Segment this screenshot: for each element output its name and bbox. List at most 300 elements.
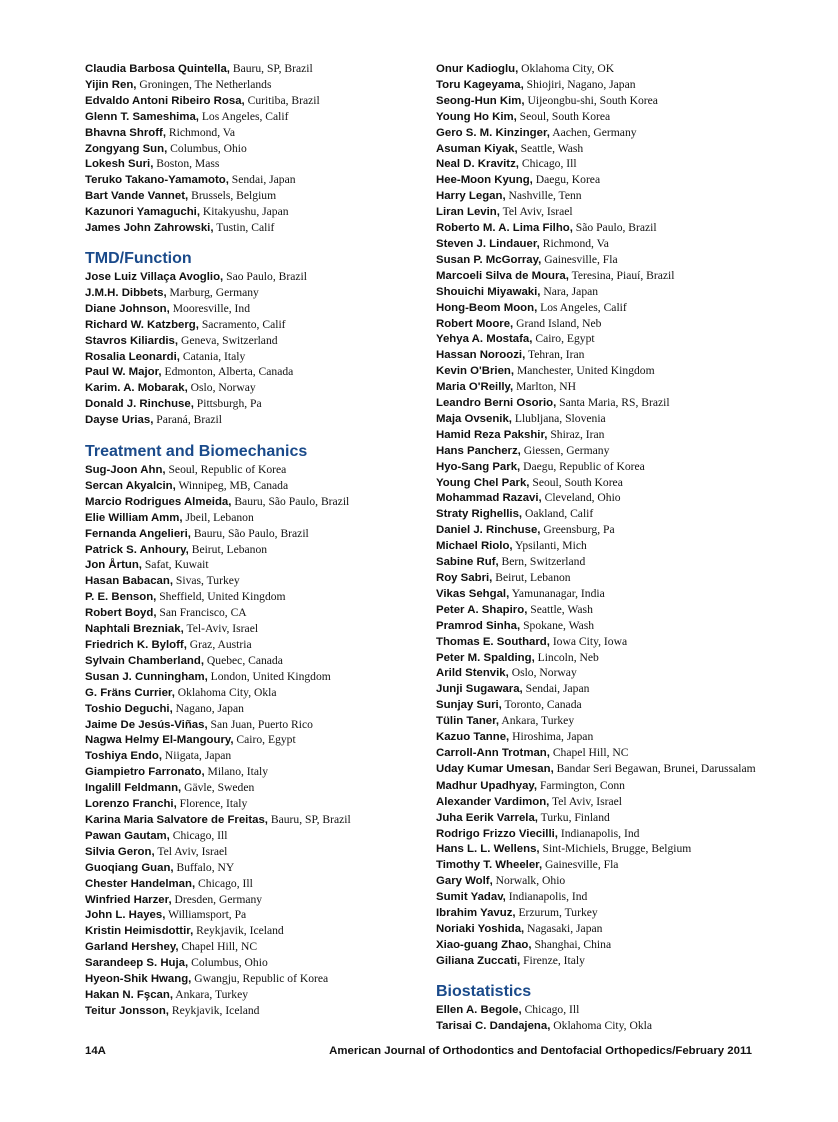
reviewer-location: Nagano, Japan	[172, 701, 244, 715]
reviewer-name: Hans Pancherz,	[436, 444, 521, 457]
reviewer-entry	[85, 526, 425, 542]
reviewer-name: Pramrod Sinha,	[436, 619, 521, 632]
reviewer-location: Chapel Hill, NC	[549, 745, 629, 759]
reviewer-name: Edvaldo Antoni Ribeiro Rosa,	[85, 94, 245, 107]
reviewer-entry	[436, 937, 756, 953]
reviewer-entry	[436, 284, 756, 300]
reviewer-entry	[436, 236, 756, 252]
reviewer-location: San Juan, Puerto Rico	[207, 717, 313, 731]
reviewer-name: Rodrigo Frizzo Viecilli,	[436, 827, 558, 840]
reviewer-entry	[85, 828, 425, 844]
reviewer-entry	[436, 873, 756, 889]
reviewer-location: Tel Aviv, Israel	[499, 205, 573, 219]
reviewer-location: Teresina, Piauí, Brazil	[568, 268, 675, 282]
reviewer-entry	[85, 892, 425, 908]
left-column	[85, 61, 425, 1019]
reviewer-list-continued-left	[85, 61, 425, 236]
reviewer-name: Fernanda Angelieri,	[85, 527, 191, 540]
reviewer-entry	[436, 889, 756, 905]
reviewer-name: Mohammad Razavi,	[436, 492, 542, 505]
reviewer-name: Giliana Zuccati,	[436, 954, 521, 967]
reviewer-name: Sunjay Suri,	[436, 699, 502, 712]
reviewer-entry	[436, 1002, 756, 1018]
reviewer-name: Richard W. Katzberg,	[85, 318, 199, 331]
reviewer-location: Tustin, Calif	[213, 221, 275, 235]
reviewer-location: Graz, Austria	[186, 638, 252, 651]
reviewer-location: Shiojiri, Nagano, Japan	[523, 77, 636, 91]
reviewer-entry	[436, 172, 756, 188]
reviewer-name: Yijin Ren,	[85, 78, 137, 91]
reviewer-location: Llubljana, Slovenia	[511, 411, 606, 425]
reviewer-location: Erzurum, Turkey	[515, 906, 598, 920]
reviewer-name: Friedrich K. Byloff,	[85, 639, 187, 651]
reviewer-name: Jon Årtun,	[85, 559, 142, 572]
reviewer-entry	[85, 188, 425, 204]
reviewer-location: Los Angeles, Calif	[198, 109, 289, 123]
reviewer-name: Robert Boyd,	[85, 607, 157, 620]
reviewer-name: Onur Kadioglu,	[436, 63, 519, 75]
reviewer-entry	[436, 411, 756, 427]
reviewer-entry	[436, 857, 756, 873]
reviewer-entry	[436, 794, 756, 810]
reviewer-location: Sivas, Turkey	[173, 574, 240, 588]
reviewer-name: Ellen A. Begole,	[436, 1003, 522, 1016]
reviewer-name: Marcio Rodrigues Almeida,	[85, 495, 232, 508]
reviewer-entry	[436, 602, 756, 618]
reviewer-entry	[436, 650, 756, 666]
reviewer-list-continued-right	[436, 61, 756, 969]
reviewer-entry	[436, 300, 756, 316]
reviewer-entry	[436, 77, 756, 93]
reviewer-location: Niigata, Japan	[162, 749, 232, 763]
journal-footer: American Journal of Orthodontics and Dentofacial Orthopedics/February 2011	[329, 1045, 752, 1057]
reviewer-name: Jose Luiz Villaça Avoglio,	[85, 270, 224, 283]
reviewer-location: Bauru, SP, Brazil	[229, 62, 313, 75]
reviewer-location: Boston, Mass	[153, 157, 220, 171]
reviewer-entry	[436, 665, 756, 681]
reviewer-name: Straty Righellis,	[436, 508, 523, 521]
reviewer-name: Liran Levin,	[436, 206, 500, 219]
reviewer-location: Grand Island, Neb	[513, 316, 602, 330]
reviewer-name: Silvia Geron,	[85, 845, 155, 858]
reviewer-location: Seoul, South Korea	[516, 109, 611, 123]
reviewer-location: Ypsilanti, Mich	[512, 539, 587, 553]
reviewer-name: Teruko Takano-Yamamoto,	[85, 174, 229, 187]
reviewer-entry	[85, 589, 425, 605]
reviewer-location: Ankara, Turkey	[499, 714, 575, 728]
reviewer-location: Beirut, Lebanon	[188, 542, 268, 556]
section-heading-treatment-biomechanics: Treatment and Biomechanics	[85, 443, 308, 461]
reviewer-location: Tel Aviv, Israel	[549, 794, 623, 808]
reviewer-name: Patrick S. Anhoury,	[85, 543, 189, 556]
reviewer-entry	[85, 748, 425, 764]
reviewer-location: Daegu, Republic of Korea	[520, 459, 645, 473]
reviewer-list-tmd-function	[85, 269, 425, 428]
reviewer-entry	[436, 93, 756, 109]
reviewer-name: Madhur Upadhyay,	[436, 779, 538, 792]
reviewer-name: Sumit Yadav,	[436, 891, 506, 904]
reviewer-name: Noriaki Yoshida,	[436, 922, 525, 935]
reviewer-location: Sheffield, United Kingdom	[156, 590, 286, 604]
reviewer-location: Gävle, Sweden	[181, 781, 255, 795]
reviewer-entry	[436, 156, 756, 172]
reviewer-name: Hassan Noroozi,	[436, 349, 526, 362]
reviewer-entry	[436, 475, 756, 491]
reviewer-entry	[436, 363, 756, 379]
reviewer-location: Bauru, São Paulo, Brazil	[231, 494, 350, 508]
reviewer-location: Manchester, United Kingdom	[514, 364, 655, 378]
reviewer-entry	[85, 204, 425, 220]
reviewer-entry	[85, 412, 425, 428]
reviewer-entry	[85, 860, 425, 876]
reviewer-location: Kitakyushu, Japan	[200, 205, 289, 219]
reviewer-entry	[436, 618, 756, 634]
reviewer-name: Kazunori Yamaguchi,	[85, 206, 200, 219]
reviewer-entry	[85, 573, 425, 589]
reviewer-entry	[85, 542, 425, 558]
reviewer-location: Aachen, Germany	[549, 125, 637, 139]
reviewer-entry	[85, 907, 425, 923]
right-column	[436, 61, 756, 1033]
reviewer-entry	[436, 490, 756, 506]
reviewer-location: Curitiba, Brazil	[244, 93, 320, 107]
reviewer-location: Dresden, Germany	[171, 892, 263, 906]
reviewer-name: Naphtali Brezniak,	[85, 623, 184, 636]
reviewer-entry	[85, 285, 425, 301]
reviewer-location: Beirut, Lebanon	[492, 571, 571, 584]
reviewer-location: Gainesville, Fla	[542, 858, 619, 872]
reviewer-location: Santa Maria, RS, Brazil	[556, 396, 670, 410]
reviewer-name: Winfried Harzer,	[85, 893, 172, 906]
reviewer-name: Toshio Deguchi,	[85, 702, 173, 715]
reviewer-name: Asuman Kiyak,	[436, 142, 518, 155]
reviewer-entry	[85, 478, 425, 494]
reviewer-location: Shanghai, China	[531, 937, 612, 951]
reviewer-name: Vikas Sehgal,	[436, 587, 510, 600]
reviewer-location: Reykjavik, Iceland	[193, 924, 284, 938]
reviewer-location: Sint-Michiels, Brugge, Belgium	[539, 842, 692, 856]
reviewer-name: Pawan Gautam,	[85, 829, 170, 842]
reviewer-entry	[436, 778, 756, 794]
reviewer-name: Jaime De Jesús-Viñas,	[85, 718, 208, 731]
reviewer-location: Catania, Italy	[179, 349, 246, 363]
reviewer-location: Yamunanagar, India	[509, 586, 605, 600]
reviewer-entry	[85, 621, 425, 637]
reviewer-entry	[85, 1003, 425, 1019]
reviewer-location: Sacramento, Calif	[198, 317, 286, 331]
reviewer-entry	[85, 653, 425, 669]
reviewer-name: Young Chel Park,	[436, 476, 530, 489]
reviewer-location: Columbus, Ohio	[188, 956, 268, 970]
reviewer-name: Arild Stenvik,	[436, 667, 509, 680]
reviewer-entry	[436, 459, 756, 475]
reviewer-name: Dayse Urias,	[85, 414, 154, 427]
reviewer-location: Oakland, Calif	[522, 507, 594, 521]
reviewer-name: Kevin O'Brien,	[436, 365, 515, 378]
page-number: 14A	[85, 1045, 106, 1057]
reviewer-entry	[436, 905, 756, 921]
reviewer-location: Toronto, Canada	[501, 698, 582, 712]
reviewer-entry	[85, 349, 425, 365]
reviewer-location: Quebec, Canada	[204, 653, 283, 667]
reviewer-name: Shouichi Miyawaki,	[436, 285, 541, 298]
reviewer-name: P. E. Benson,	[85, 591, 157, 604]
reviewer-name: Peter A. Shapiro,	[436, 603, 528, 616]
reviewer-name: Diane Johnson,	[85, 302, 170, 315]
reviewer-location: Florence, Italy	[176, 797, 248, 811]
reviewer-name: Gero S. M. Kinzinger,	[436, 126, 550, 139]
reviewer-location: Milano, Italy	[204, 765, 269, 779]
reviewer-location: Sao Paulo, Brazil	[223, 269, 307, 283]
reviewer-location: Marburg, Germany	[166, 285, 259, 299]
reviewer-name: Robert Moore,	[436, 317, 514, 330]
reviewer-name: Roy Sabri,	[436, 572, 493, 584]
reviewer-entry	[85, 510, 425, 526]
reviewer-name: Thomas E. Southard,	[436, 635, 550, 648]
reviewer-name: Kristin Heimisdottir,	[85, 925, 194, 938]
reviewer-name: Chester Handelman,	[85, 877, 196, 890]
reviewer-entry	[85, 172, 425, 188]
reviewer-entry	[436, 395, 756, 411]
reviewer-name: Zongyang Sun,	[85, 142, 168, 155]
reviewer-location: Chicago, Ill	[169, 828, 228, 842]
reviewer-entry	[436, 347, 756, 363]
reviewer-location: Giessen, Germany	[520, 443, 610, 457]
reviewer-name: Sercan Akyalcin,	[85, 479, 176, 492]
reviewer-entry	[436, 697, 756, 713]
reviewer-location: Richmond, Va	[539, 236, 609, 250]
reviewer-entry	[436, 427, 756, 443]
reviewer-entry	[436, 125, 756, 141]
reviewer-name: Carroll-Ann Trotman,	[436, 746, 550, 759]
reviewer-name: Steven J. Lindauer,	[436, 237, 540, 250]
reviewer-name: Maja Ovsenik,	[436, 412, 512, 425]
reviewer-location: Tehran, Iran	[525, 348, 585, 362]
reviewer-location: Norwalk, Ohio	[492, 874, 566, 888]
reviewer-name: Peter M. Spalding,	[436, 651, 535, 664]
reviewer-entry	[85, 812, 425, 828]
reviewer-location: Oslo, Norway	[508, 666, 577, 680]
reviewer-entry	[436, 761, 756, 778]
reviewer-name: Susan J. Cunningham,	[85, 670, 208, 683]
reviewer-name: Harry Legan,	[436, 190, 506, 203]
reviewer-entry	[85, 780, 425, 796]
reviewer-entry	[436, 188, 756, 204]
reviewer-location: Columbus, Ohio	[167, 141, 247, 155]
reviewer-entry	[436, 826, 756, 842]
reviewer-location: São Paulo, Brazil	[572, 221, 657, 235]
reviewer-name: Sarandeep S. Huja,	[85, 957, 189, 970]
reviewer-list-biostatistics	[436, 1002, 756, 1034]
reviewer-location: Oklahoma City, Okla	[174, 685, 277, 699]
reviewer-name: Hakan N. Fşcan,	[85, 988, 173, 1001]
reviewer-location: San Francisco, CA	[156, 606, 247, 620]
reviewer-name: Roberto M. A. Lima Filho,	[436, 222, 573, 235]
reviewer-location: London, United Kingdom	[207, 669, 331, 683]
reviewer-name: Leandro Berni Osorio,	[436, 397, 557, 410]
reviewer-name: Guoqiang Guan,	[85, 861, 174, 874]
reviewer-location: Iowa City, Iowa	[549, 634, 628, 648]
reviewer-name: Toshiya Endo,	[85, 750, 162, 763]
reviewer-name: Donald J. Rinchuse,	[85, 398, 194, 411]
reviewer-location: Brussels, Belgium	[188, 189, 277, 203]
reviewer-location: Oslo, Norway	[187, 381, 256, 395]
reviewer-location: Indianapolis, Ind	[557, 826, 640, 840]
reviewer-entry	[85, 876, 425, 892]
reviewer-name: Bart Vande Vannet,	[85, 190, 189, 203]
reviewer-location: Sendai, Japan	[522, 682, 590, 696]
reviewer-entry	[85, 605, 425, 621]
reviewer-entry	[436, 506, 756, 522]
reviewer-entry	[85, 844, 425, 860]
reviewer-location: Ankara, Turkey	[173, 987, 249, 1001]
reviewer-location: Cairo, Egypt	[532, 332, 595, 346]
reviewer-entry	[85, 955, 425, 971]
reviewer-location: Oklahoma City, Okla	[550, 1018, 653, 1032]
section-heading-biostatistics: Biostatistics	[436, 982, 532, 1000]
reviewer-name: Xiao-guang Zhao,	[436, 938, 532, 951]
reviewer-name: Hong-Beom Moon,	[436, 301, 538, 314]
reviewer-name: Marcoeli Silva de Moura,	[436, 269, 569, 282]
reviewer-location: Bauru, São Paulo, Brazil	[190, 526, 309, 540]
reviewer-location: Indianapolis, Ind	[505, 890, 588, 904]
reviewer-location: Pittsburgh, Pa	[193, 397, 262, 411]
reviewer-name: Susan P. McGorray,	[436, 253, 542, 266]
reviewer-location: Winnipeg, MB, Canada	[175, 478, 289, 492]
reviewer-name: Glenn T. Sameshima,	[85, 110, 199, 123]
reviewer-location: Farmington, Conn	[537, 778, 625, 792]
reviewer-entry	[436, 745, 756, 761]
reviewer-location: Buffalo, NY	[173, 860, 235, 874]
reviewer-entry	[436, 634, 756, 650]
reviewer-entry	[85, 125, 425, 141]
reviewer-entry	[85, 380, 425, 396]
reviewer-entry	[436, 141, 756, 157]
reviewer-location: Seattle, Wash	[517, 141, 584, 155]
reviewer-entry	[436, 522, 756, 538]
reviewer-location: Seoul, South Korea	[529, 475, 623, 489]
reviewer-entry	[436, 554, 756, 570]
reviewer-location: Daegu, Korea	[532, 173, 601, 187]
reviewer-name: Nagwa Helmy El-Mangoury,	[85, 734, 234, 747]
reviewer-location: Tel Aviv, Israel	[154, 844, 228, 858]
reviewer-name: Sug-Joon Ahn,	[85, 464, 166, 477]
reviewer-entry	[85, 301, 425, 317]
reviewer-location: Spokane, Wash	[520, 618, 595, 632]
reviewer-name: Hyo-Sang Park,	[436, 460, 521, 473]
reviewer-location: Turku, Finland	[537, 810, 610, 824]
reviewer-location: Sendai, Japan	[228, 173, 296, 187]
reviewer-entry	[85, 156, 425, 172]
reviewer-name: Neal D. Kravitz,	[436, 158, 519, 171]
reviewer-entry	[436, 810, 756, 826]
reviewer-name: James John Zahrowski,	[85, 222, 214, 235]
reviewer-name: Uday Kumar Umesan,	[436, 762, 554, 775]
reviewer-location: Chicago, Ill	[195, 876, 253, 890]
reviewer-entry	[85, 701, 425, 717]
reviewer-location: Tel-Aviv, Israel	[183, 622, 259, 636]
reviewer-entry	[436, 953, 756, 969]
reviewer-location: Geneva, Switzerland	[178, 333, 278, 347]
reviewer-entry	[436, 379, 756, 395]
reviewer-location: Williamsport, Pa	[165, 908, 247, 922]
reviewer-entry	[85, 61, 425, 77]
reviewer-entry	[85, 764, 425, 780]
reviewer-name: Bhavna Shroff,	[85, 126, 167, 139]
reviewer-name: Elie William Amm,	[85, 511, 183, 524]
reviewer-location: Gainesville, Fla	[541, 252, 618, 266]
reviewer-location: Reykjavik, Iceland	[168, 1003, 260, 1017]
reviewer-entry	[436, 443, 756, 459]
reviewer-name: Hee-Moon Kyung,	[436, 174, 533, 187]
reviewer-entry	[85, 109, 425, 125]
reviewer-entry	[436, 1018, 756, 1034]
reviewer-location: Gwangju, Republic of Korea	[191, 972, 329, 986]
reviewer-entry	[85, 669, 425, 685]
reviewer-location: Lincoln, Neb	[534, 650, 599, 664]
reviewer-entry	[436, 841, 756, 857]
reviewer-location: Groningen, The Netherlands	[136, 77, 272, 91]
reviewer-name: John L. Hayes,	[85, 909, 166, 922]
reviewer-location: Chapel Hill, NC	[178, 940, 258, 954]
reviewer-name: Ingalill Feldmann,	[85, 782, 182, 795]
reviewer-location: Chicago, Ill	[521, 1002, 580, 1016]
reviewer-entry	[85, 220, 425, 236]
reviewer-location: Marlton, NH	[513, 380, 576, 394]
reviewer-entry	[436, 204, 756, 220]
reviewer-entry	[85, 93, 425, 109]
reviewer-entry	[85, 317, 425, 333]
reviewer-entry	[85, 923, 425, 939]
reviewer-entry	[85, 685, 425, 701]
reviewer-entry	[85, 269, 425, 285]
reviewer-entry	[436, 252, 756, 268]
reviewer-entry	[436, 220, 756, 236]
reviewer-name: Garland Hershey,	[85, 941, 179, 954]
reviewer-entry	[85, 141, 425, 157]
reviewer-location: Nara, Japan	[540, 284, 599, 298]
reviewer-name: Karina Maria Salvatore de Freitas,	[85, 813, 268, 826]
reviewer-name: Seong-Hun Kim,	[436, 94, 525, 107]
reviewer-name: Daniel J. Rinchuse,	[436, 524, 541, 537]
reviewer-name: Sabine Ruf,	[436, 556, 499, 569]
reviewer-name: Timothy T. Wheeler,	[436, 859, 543, 872]
reviewer-entry	[436, 109, 756, 125]
reviewer-name: Lorenzo Franchi,	[85, 798, 177, 811]
reviewer-entry	[436, 586, 756, 602]
reviewer-entry	[85, 494, 425, 510]
reviewer-entry	[85, 77, 425, 93]
reviewer-location: Greensburg, Pa	[540, 523, 615, 537]
reviewer-name: Karim. A. Mobarak,	[85, 382, 188, 395]
reviewer-location: Nashville, Tenn	[505, 189, 582, 203]
reviewer-entry	[85, 557, 425, 573]
reviewer-name: Young Ho Kim,	[436, 110, 517, 123]
reviewer-entry	[85, 637, 425, 653]
reviewer-name: Hans L. L. Wellens,	[436, 843, 540, 856]
reviewer-name: Teitur Jonsson,	[85, 1004, 169, 1017]
reviewer-location: Los Angeles, Calif	[537, 300, 627, 314]
reviewer-entry	[85, 732, 425, 748]
reviewer-location: Cleveland, Ohio	[541, 491, 621, 505]
reviewer-entry	[436, 316, 756, 332]
reviewer-location: Bern, Switzerland	[498, 555, 586, 569]
reviewer-entry	[436, 538, 756, 554]
reviewer-entry	[436, 61, 756, 77]
reviewer-entry	[85, 333, 425, 349]
reviewer-name: Tülin Taner,	[436, 715, 500, 728]
reviewer-name: J.M.H. Dibbets,	[85, 286, 167, 299]
